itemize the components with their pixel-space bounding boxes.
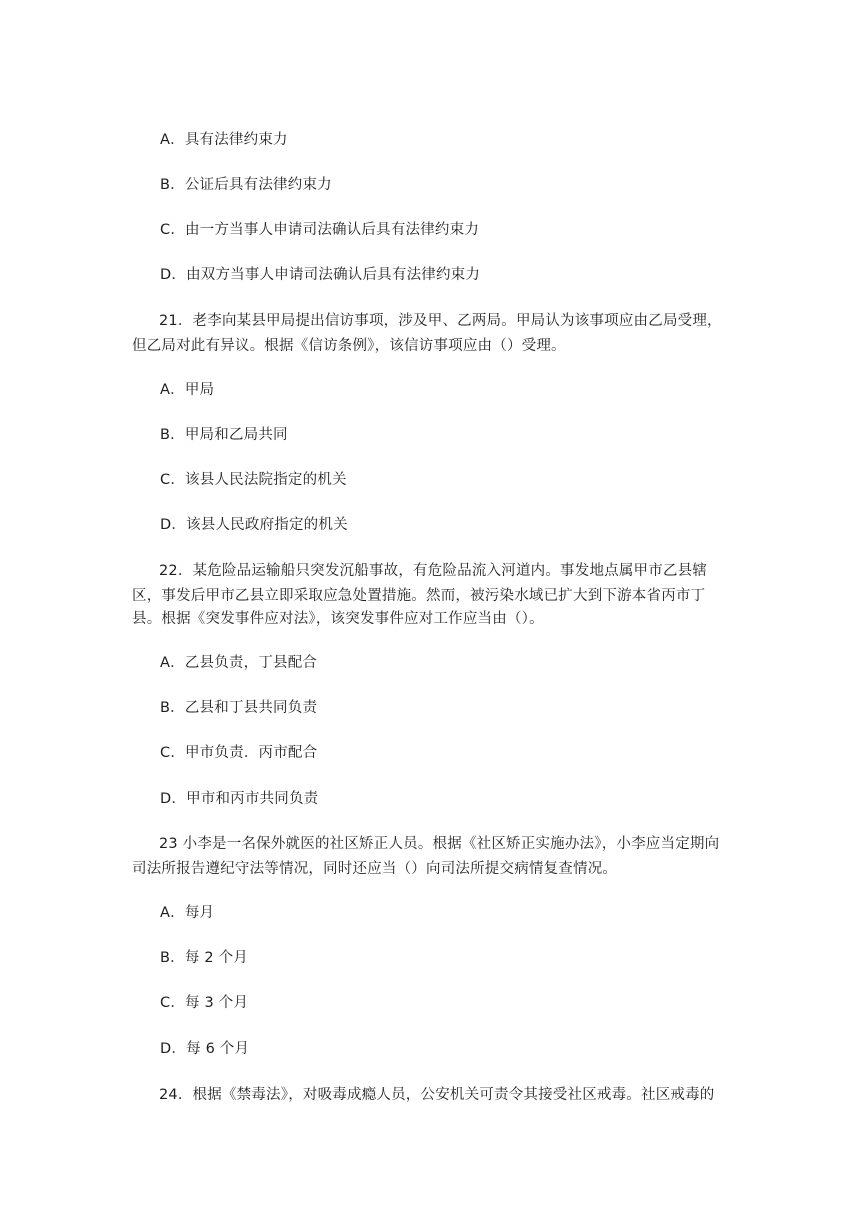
q20-option-d: D．由双方当事人申请司法确认后具有法律约束力 [160, 267, 481, 283]
q21-option-a: A．甲局 [160, 382, 215, 398]
q21-text-line-1: 21．老李向某县甲局提出信访事项，涉及甲、乙两局。甲局认为该事项应由乙局受理， [159, 313, 722, 329]
q21-option-c: C．该县人民法院指定的机关 [160, 472, 347, 488]
q23-text-line-2: 司法所报告遵纪守法等情况，同时还应当（）向司法所提交病情复查情况。 [132, 861, 618, 877]
q22-option-b: B．乙县和丁县共同负责 [160, 700, 318, 716]
q21-option-b: B．甲局和乙局共同 [160, 427, 288, 443]
q23-option-b: B．每 2 个月 [160, 950, 248, 966]
q22-text-line-3: 县。根据《突发事件应对法》，该突发事件应对工作应当由（）。 [132, 611, 544, 627]
q22-option-d: D．甲市和丙市共同负责 [160, 791, 319, 807]
q22-option-c: C．甲市负责．丙市配合 [160, 745, 318, 761]
q22-text-line-1: 22．某危险品运输船只突发沉船事故，有危险品流入河道内。事发地点属甲市乙县辖 [159, 563, 708, 579]
q23-option-a: A．每月 [160, 905, 215, 921]
q23-option-d: D．每 6 个月 [160, 1041, 250, 1057]
q20-option-c: C．由一方当事人申请司法确认后具有法律约束力 [160, 222, 480, 238]
q24-text-line-1: 24．根据《禁毒法》，对吸毒成瘾人员，公安机关可责令其接受社区戒毒。社区戒毒的 [159, 1087, 715, 1103]
q20-option-b: B．公证后具有法律约束力 [160, 177, 332, 193]
q22-text-line-2: 区，事发后甲市乙县立即采取应急处置措施。然而，被污染水域已扩大到下游本省丙市丁 [132, 588, 706, 604]
q21-option-d: D．该县人民政府指定的机关 [160, 517, 348, 533]
q23-option-c: C．每 3 个月 [160, 995, 249, 1011]
q22-option-a: A．乙县负责，丁县配合 [160, 655, 318, 671]
q23-text-line-1: 23 小李是一名保外就医的社区矫正人员。根据《社区矫正实施办法》，小李应当定期向 [159, 836, 720, 852]
q20-option-a: A．具有法律约束力 [160, 132, 288, 148]
q21-text-line-2: 但乙局对此有异议。根据《信访条例》，该信访事项应由（）受理。 [132, 338, 566, 354]
